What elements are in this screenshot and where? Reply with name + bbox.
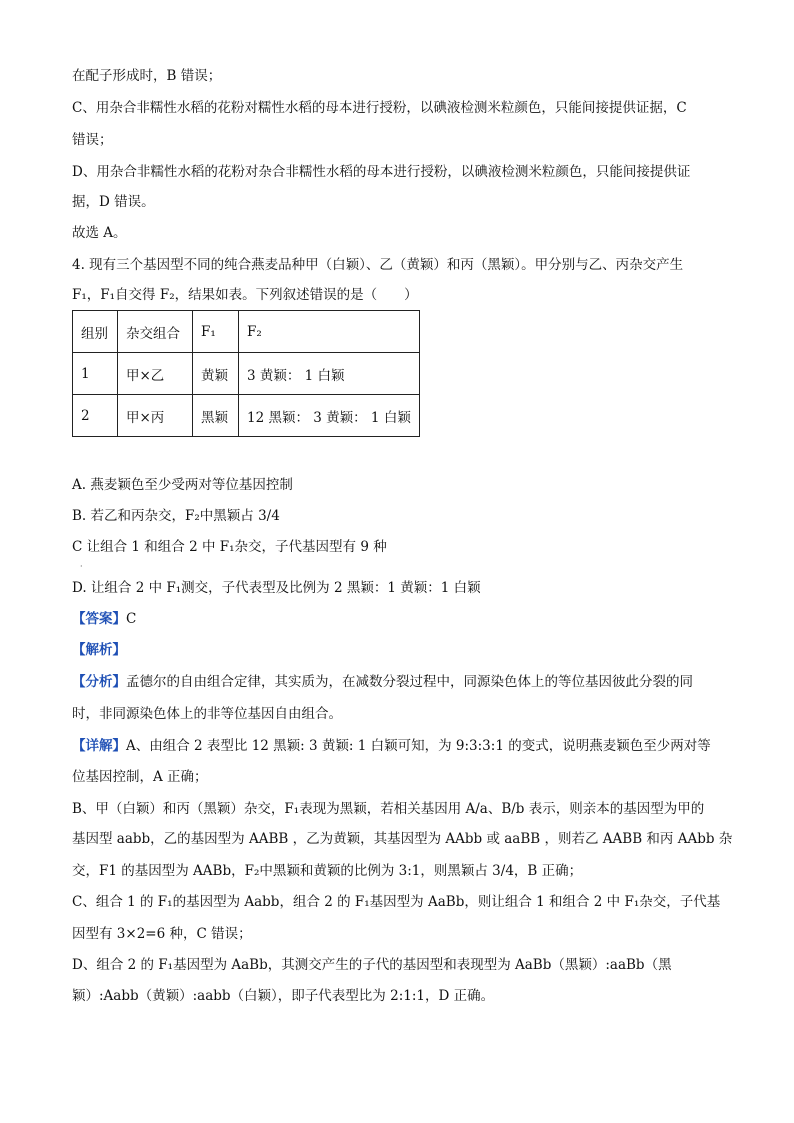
text-line: 因型有 3×2=6 种，C 错误； xyxy=(72,926,252,942)
text-line: 故选 A。 xyxy=(72,225,127,241)
text-line: 在配子形成时，B 错误； xyxy=(72,68,222,84)
table-cell: 甲×乙 xyxy=(118,353,193,395)
table-row xyxy=(73,395,420,437)
text-line: D、组合 2 的 F₁基因型为 AaBb，其测交产生的子代的基因型和表现型为 AaBb（黑颖）:aaBb（黑 xyxy=(72,957,672,973)
option-c: C 让组合 1 和组合 2 中 F₁杂交，子代基因型有 9 种 xyxy=(72,539,387,555)
option-b: B. 若乙和丙杂交，F₂中黑颖占 3/4 xyxy=(72,508,280,524)
text-line: B、甲（白颖）和丙（黑颖）杂交，F₁表现为黑颖，若相关基因用 A/a、B/b 表示，则亲本的基因型为甲的 xyxy=(72,801,705,817)
table-cell: 甲×丙 xyxy=(118,395,193,437)
xiangjie-text: A、由组合 2 表型比 12 黑颖: 3 黄颖: 1 白颖可知，为 9:3:3:1 的变式，说明燕麦颖色至少两对等 xyxy=(126,738,711,754)
table-header-cell: 杂交组合 xyxy=(118,311,193,353)
fenxi-line xyxy=(72,672,693,692)
xiangjie-line xyxy=(72,736,711,756)
table-cell: 黄颖 xyxy=(193,353,239,395)
table-cell: 黑颖 xyxy=(193,395,239,437)
analysis-heading xyxy=(72,640,126,660)
table-cell: 12 黑颖： 3 黄颖： 1 白颖 xyxy=(239,395,420,437)
fenxi-tag: 【分析】 xyxy=(72,674,126,690)
text-line: 基因型 aabb，乙的基因型为 AABB ，乙为黄颖，其基因型为 AAbb 或 aaBB ，则若乙 AABB 和丙 AAbb 杂 xyxy=(72,831,733,847)
text-line: D、用杂合非糯性水稻的花粉对杂合非糯性水稻的母本进行授粉，以碘液检测米粒颜色，只能间接提供证 xyxy=(72,164,691,180)
results-table xyxy=(72,310,420,437)
table-row xyxy=(73,353,420,395)
table-cell: 3 黄颖： 1 白颖 xyxy=(239,353,420,395)
answer-line xyxy=(72,609,136,629)
text-line: 据，D 错误。 xyxy=(72,194,155,210)
analysis-tag: 【解析】 xyxy=(72,642,126,658)
text-line: 时，非同源染色体上的非等位基因自由组合。 xyxy=(72,706,342,722)
question-stem: 4. 现有三个基因型不同的纯合燕麦品种甲（白颖）、乙（黄颖）和丙（黑颖）。甲分别与乙、丙杂交产生 xyxy=(72,257,684,273)
text-line: 交，F1 的基因型为 AABb，F₂中黑颖和黄颖的比例为 3:1，则黑颖占 3/4，B 正确； xyxy=(72,863,583,879)
question-stem: F₁，F₁自交得 F₂，结果如表。下列叙述错误的是（ ） xyxy=(72,287,418,303)
xiangjie-tag: 【详解】 xyxy=(72,738,126,754)
text-line: 错误； xyxy=(72,132,113,148)
table-cell: 2 xyxy=(73,395,118,437)
table-cell: 1 xyxy=(73,353,118,395)
table-header-cell: 组别 xyxy=(73,311,118,353)
table-header-cell: F₁ xyxy=(193,311,239,353)
table-header-row xyxy=(73,311,420,353)
text-line: C、组合 1 的 F₁的基因型为 Aabb，组合 2 的 F₁基因型为 AaBb，则让组合 1 和组合 2 中 F₁杂交，子代基 xyxy=(72,894,721,910)
answer-tag: 【答案】 xyxy=(72,611,126,627)
option-d: D. 让组合 2 中 F₁测交，子代表型及比例为 2 黑颖：1 黄颖：1 白颖 xyxy=(72,580,481,596)
stray-dot: · xyxy=(80,562,83,571)
answer-value: C xyxy=(126,611,137,627)
text-line: 颖）:Aabb（黄颖）:aabb（白颖），即子代表型比为 2:1:1，D 正确。 xyxy=(72,988,495,1004)
fenxi-text: 孟德尔的自由组合定律，其实质为，在减数分裂过程中，同源染色体上的等位基因彼此分裂的同 xyxy=(126,674,693,690)
text-line: C、用杂合非糯性水稻的花粉对糯性水稻的母本进行授粉，以碘液检测米粒颜色，只能间接提供证据，C xyxy=(72,100,687,116)
option-a: A. 燕麦颖色至少受两对等位基因控制 xyxy=(72,477,293,493)
table-header-cell: F₂ xyxy=(239,311,420,353)
text-line: 位基因控制，A 正确； xyxy=(72,769,208,785)
